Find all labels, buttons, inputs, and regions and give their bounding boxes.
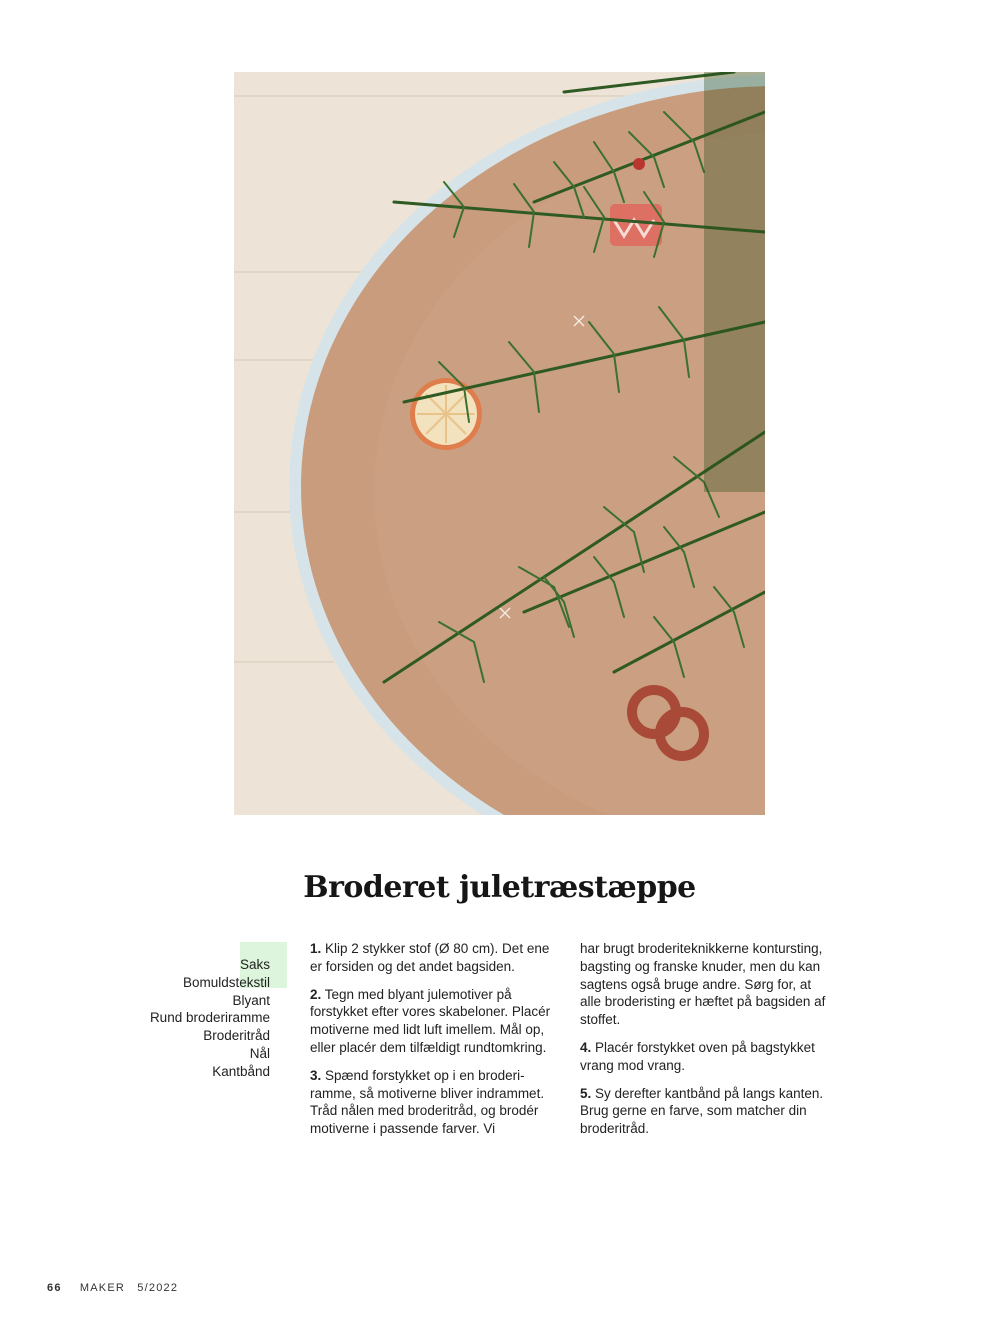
material-item: Bomuldstekstil [182,974,270,990]
step-text: Klip 2 stykker stof (Ø 80 cm). Det ene er forsiden og det andet bagsiden. [310,941,550,974]
orange-slice-motif [410,378,482,450]
step-3 [310,1067,560,1138]
step-2 [310,986,560,1057]
step-text: Sy derefter kantbånd på langs kanten. Brug gerne en farve, som matcher din broderitråd. [580,1085,824,1137]
page-footer [47,1282,178,1294]
material-item: Broderitråd [203,1028,270,1044]
material-item: Saks [239,957,270,972]
material-item: Kantbånd [212,1063,270,1079]
material-item: Blyant [232,992,270,1008]
page-number: 66 [47,1282,62,1294]
step-1 [310,940,560,976]
instructions-column-left [310,940,560,1148]
issue-number: 5/2022 [137,1282,179,1294]
step-4 [580,1039,830,1075]
step-text: Placér forstykket oven på bagstykket vrang mod vrang. [580,1039,815,1073]
article-title: Broderet juletræstæppe [303,870,696,905]
material-item: Rund broderiramme [149,1010,270,1026]
material-item: Nål [249,1045,270,1061]
step-3-continued: har brugt broderiteknikkerne kontursting, bagsting og franske knuder, men du kan sagtens også bruge andre. Sørg for, at alle broderisting er hæftet på bagsiden af stoffet. [580,941,826,1028]
step-number: 1. [310,941,322,956]
step-text: Tegn med blyant julemotiver på forstykket efter vores skabeloner. Placér motiverne med lidt luft imellem. Mål op, eller placér dem tilfældigt rundtomkring. [310,986,551,1055]
materials-list [120,956,270,1081]
step-number: 2. [310,986,322,1002]
magazine-name: MAKER [79,1282,126,1294]
step-number: 5. [580,1085,592,1101]
step-text: Spænd forstykket op i en broderiramme, så motiverne bliver indrammet. Tråd nålen med broderitråd, og brodér motiverne i passende farver. Vi [310,1067,545,1137]
drum-motif [610,204,662,246]
instructions-column-right [580,940,830,1148]
step-number: 3. [310,1067,322,1083]
tree-skirt-photo [234,72,765,815]
step-number: 4. [580,1039,592,1055]
step-5 [580,1085,830,1138]
